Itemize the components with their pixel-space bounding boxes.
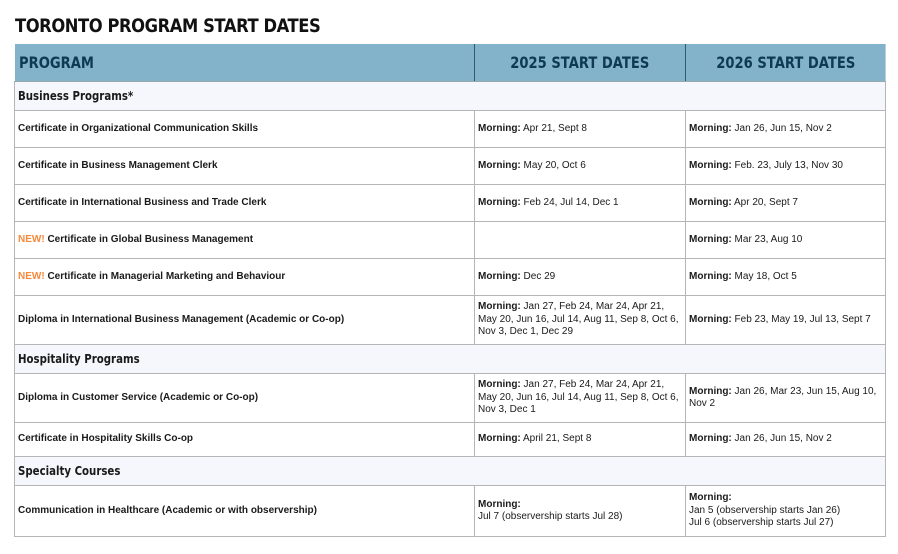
dates-2025: [475, 148, 686, 185]
table-row: [15, 185, 886, 222]
table-header-row: [15, 44, 886, 82]
dates-value: Apr 20, Sept 7: [734, 196, 798, 208]
table-row: [15, 374, 886, 423]
morning-label: Morning:: [478, 270, 521, 282]
morning-label: Morning:: [689, 122, 732, 134]
dates-value: Feb. 23, July 13, Nov 30: [734, 159, 843, 171]
morning-label: Morning:: [478, 498, 521, 510]
morning-label: Morning:: [689, 433, 732, 445]
morning-label: Morning:: [478, 196, 521, 208]
dates-line: Jul 7 (observership starts Jul 28): [478, 511, 623, 522]
dates-line: Jan 5 (observership starts Jan 26): [689, 504, 841, 516]
section-title-label: Business Programs*: [18, 88, 134, 103]
dates-2026: [686, 148, 886, 185]
column-header-2025: [475, 44, 686, 82]
dates-2026: [686, 374, 886, 423]
morning-label: Morning:: [689, 492, 732, 504]
dates-value: Jan 26, Jun 15, Nov 2: [734, 433, 832, 445]
program-name: Certificate in Business Management Clerk: [15, 148, 475, 185]
program-name-cell: [15, 259, 475, 296]
dates-2025: [475, 185, 686, 222]
section-row: [15, 82, 886, 111]
dates-value: Jan 26, Jun 15, Nov 2: [734, 122, 832, 134]
morning-label: Morning:: [478, 379, 521, 391]
section-title-label: Specialty Courses: [18, 463, 121, 478]
morning-label: Morning:: [478, 301, 521, 313]
column-header-2025-label: 2025 START DATES: [510, 53, 650, 72]
section-title: [15, 457, 886, 486]
dates-2025: [475, 222, 686, 259]
dates-value: May 18, Oct 5: [734, 270, 797, 282]
table-row: [15, 222, 886, 259]
dates-2025: [475, 486, 686, 537]
morning-label: Morning:: [478, 159, 521, 171]
dates-2025: [475, 374, 686, 423]
morning-label: Morning:: [689, 385, 732, 397]
dates-2026: [686, 111, 886, 148]
column-header-2026: [686, 44, 886, 82]
dates-2026: [686, 185, 886, 222]
dates-line: Jul 6 (observership starts Jul 27): [689, 517, 834, 529]
dates-value: Jan 26, Mar 23, Jun 15, Aug 10, Nov 2: [689, 385, 877, 409]
section-title: [15, 345, 886, 374]
dates-2025: [475, 296, 686, 345]
dates-2025: [475, 423, 686, 457]
program-start-dates-table: [14, 44, 886, 537]
section-row: [15, 345, 886, 374]
page-title: TORONTO PROGRAM START DATES: [15, 15, 321, 37]
dates-2026: [686, 222, 886, 259]
program-name: Certificate in Organizational Communication Skills: [15, 111, 475, 148]
table-row: [15, 111, 886, 148]
morning-label: Morning:: [689, 270, 732, 282]
dates-value: May 20, Oct 6: [523, 159, 586, 171]
dates-2025: [475, 111, 686, 148]
dates-2025: [475, 259, 686, 296]
program-name: Certificate in Hospitality Skills Co-op: [15, 423, 475, 457]
morning-label: Morning:: [478, 122, 521, 134]
table-row: [15, 486, 886, 537]
column-header-program: [15, 44, 475, 82]
morning-label: Morning:: [689, 159, 732, 171]
program-name: Communication in Healthcare (Academic or with observership): [15, 486, 475, 537]
morning-label: Morning:: [689, 196, 732, 208]
dates-value: Feb 23, May 19, Jul 13, Sept 7: [734, 313, 871, 325]
section-title: [15, 82, 886, 111]
column-header-program-label: PROGRAM: [18, 53, 94, 72]
dates-value: Jan 27, Feb 24, Mar 24, Apr 21, May 20, Jun 16, Jul 14, Aug 11, Sep 8, Oct 6, Nov 3, Dec 1, Dec 29: [478, 301, 679, 338]
morning-label: Morning:: [689, 233, 732, 245]
program-name: Diploma in International Business Management (Academic or Co-op): [15, 296, 475, 345]
section-row: [15, 457, 886, 486]
program-name-cell: [15, 222, 475, 259]
table-row: [15, 148, 886, 185]
morning-label: Morning:: [689, 313, 732, 325]
morning-label: Morning:: [478, 433, 521, 445]
program-name: Certificate in Managerial Marketing and Behaviour: [47, 270, 286, 282]
dates-value: Dec 29: [523, 270, 556, 282]
program-name: Certificate in Global Business Management: [47, 233, 254, 245]
table-row: [15, 296, 886, 345]
dates-value: Mar 23, Aug 10: [734, 233, 803, 245]
dates-2026: [686, 296, 886, 345]
table-row: [15, 423, 886, 457]
dates-2026: [686, 423, 886, 457]
dates-value: Jan 27, Feb 24, Mar 24, Apr 21, May 20, Jun 16, Jul 14, Aug 11, Sep 8, Oct 6, Nov 3, Dec 1: [478, 379, 679, 416]
section-title-label: Hospitality Programs: [18, 351, 140, 366]
dates-2026: [686, 259, 886, 296]
program-name: Certificate in International Business and Trade Clerk: [15, 185, 475, 222]
table-row: [15, 259, 886, 296]
new-badge: NEW!: [18, 233, 45, 245]
dates-value: April 21, Sept 8: [523, 433, 592, 445]
dates-value: Feb 24, Jul 14, Dec 1: [523, 196, 619, 208]
column-header-2026-label: 2026 START DATES: [715, 53, 856, 72]
dates-value: Apr 21, Sept 8: [523, 122, 587, 134]
dates-2026: [686, 486, 886, 537]
program-name: Diploma in Customer Service (Academic or Co-op): [15, 374, 475, 423]
new-badge: NEW!: [18, 270, 45, 282]
